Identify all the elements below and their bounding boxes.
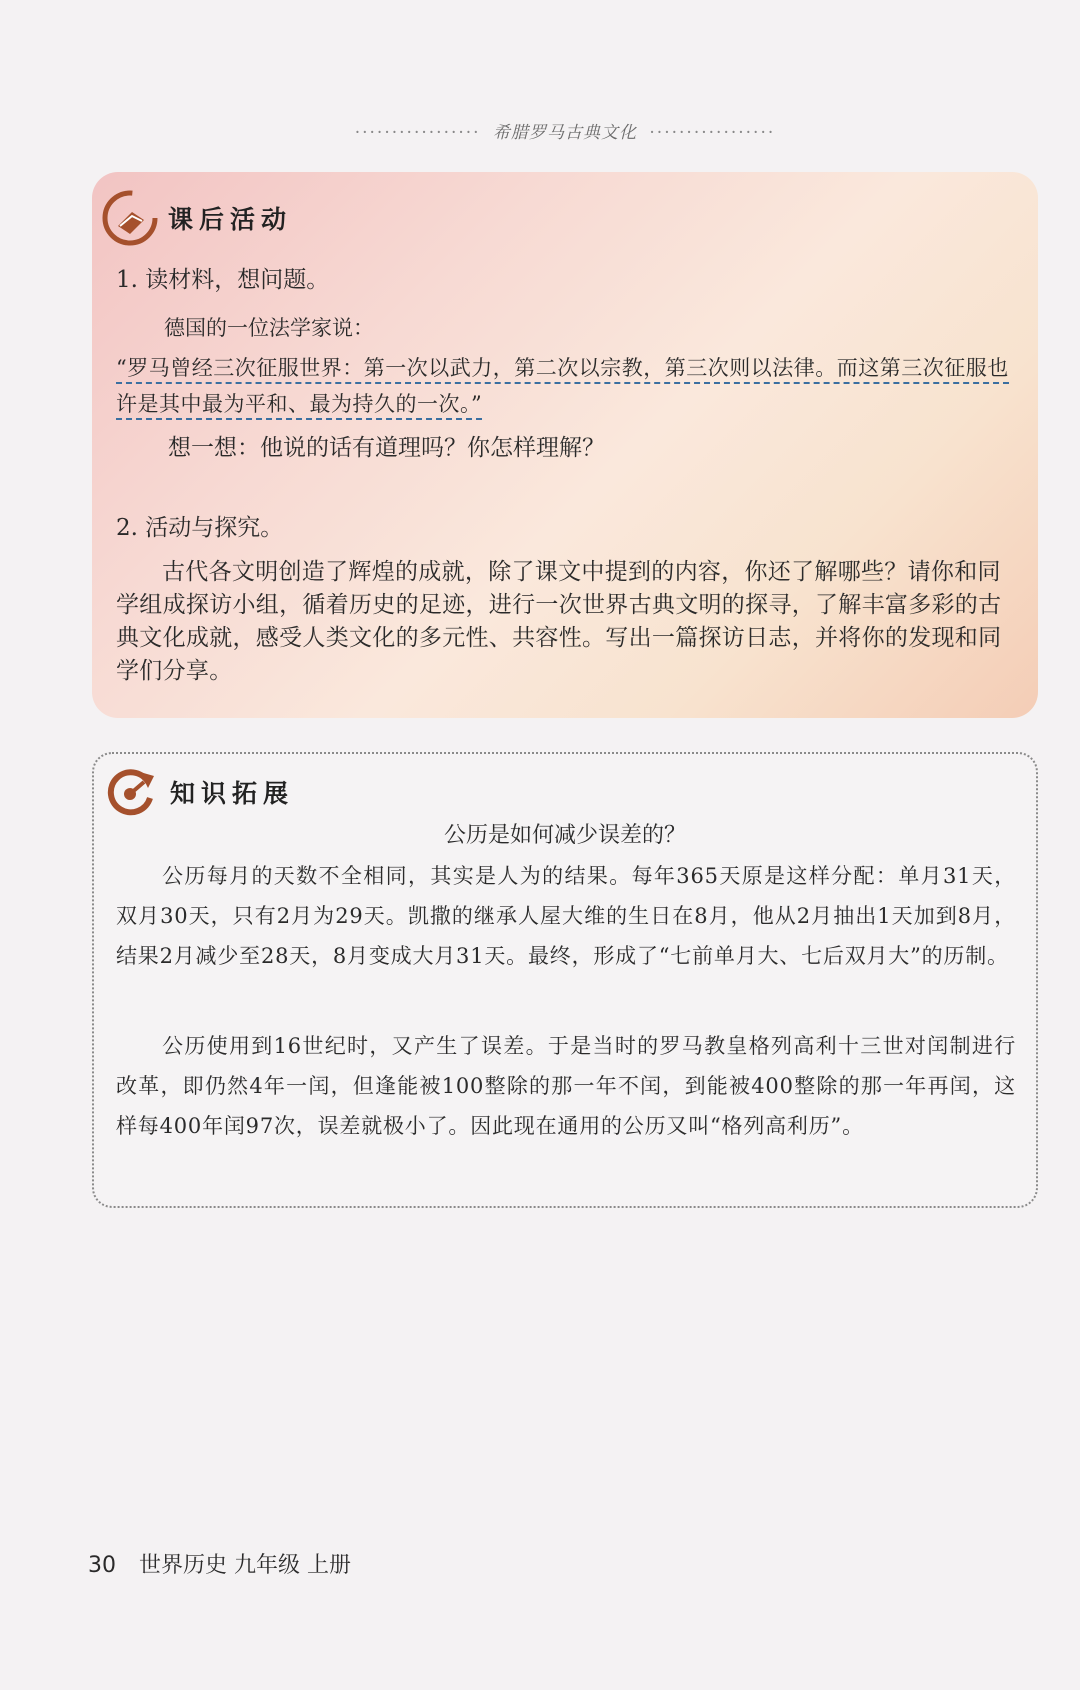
page-number: 30 [88, 1553, 116, 1578]
knowledge-expansion-box [92, 752, 1038, 1208]
after-class-activity-box [92, 172, 1038, 718]
question-1-intro: 德国的一位法学家说： [164, 316, 374, 340]
header-title: 希腊罗马古典文化 [493, 123, 637, 143]
knowledge-heading-text: 知识拓展 [170, 779, 295, 808]
header-dots-left: ················· [354, 123, 481, 143]
knowledge-paragraph-1: 公历每月的天数不全相同，其实是人为的结果。每年365天原是这样分配：单月31天，双月30天，只有2月为29天。凯撒的继承人屋大维的生日在8月，他从2月抽出1天加到8月，结果2月减少至28天，8月变成大月31天。最终，形成了“七前单月大、七后双月大”的历制。 [116, 864, 1016, 968]
running-header [320, 118, 810, 143]
book-title: 世界历史 九年级 上册 [139, 1553, 351, 1578]
question-2-label: 2. 活动与探究。 [116, 515, 284, 541]
header-dots-right: ················· [649, 123, 776, 143]
activity-heading-text: 课后活动 [168, 205, 293, 234]
knowledge-paragraph-2: 公历使用到16世纪时，又产生了误差。于是当时的罗马教皇格列高利十三世对闰制进行改革，即仍然4年一闰，但逢能被100整除的那一年不闰，到能被400整除的那一年再闰，这样每400年闰97次，误差就极小了。因此现在通用的公历又叫“格列高利历”。 [116, 1034, 1016, 1138]
question-2-text: 古代各文明创造了辉煌的成就，除了课文中提到的内容，你还了解哪些？请你和同学组成探访小组，循着历史的足迹，进行一次世界古典文明的探寻，了解丰富多彩的古典文化成就，感受人类文化的多元性、共容性。写出一篇探访日志，并将你的发现和同学们分享。 [116, 559, 1002, 684]
question-1-think: 想一想：他说的话有道理吗？你怎样理解？ [168, 435, 605, 461]
book-swirl-icon [102, 190, 158, 246]
knowledge-heading [104, 764, 294, 820]
question-1-quote [116, 350, 1016, 422]
activity-heading [102, 190, 292, 246]
question-1-label: 1. 读材料，想问题。 [116, 267, 330, 293]
page-footer [88, 1548, 351, 1579]
quote-text: “罗马曾经三次征服世界：第一次以武力，第二次以宗教，第三次则以法律。而这第三次征服也许是其中最为平和、最为持久的一次。” [116, 356, 1009, 420]
refresh-arrow-icon [104, 764, 160, 820]
knowledge-title: 公历是如何减少误差的？ [443, 823, 686, 848]
